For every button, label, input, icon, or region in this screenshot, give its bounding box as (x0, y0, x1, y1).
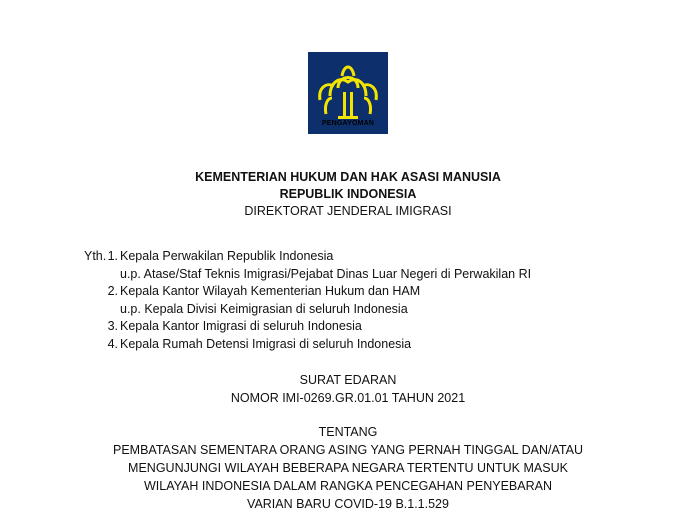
circular-title: SURAT EDARAN (299, 373, 397, 387)
addressee-sub: u.p. Kepala Divisi Keimigrasian di seluruh Indonesia (120, 301, 408, 316)
country-name: REPUBLIK INDONESIA (279, 187, 417, 201)
directorate-name: DIREKTORAT JENDERAL IMIGRASI (244, 204, 452, 218)
subject-line: PEMBATASAN SEMENTARA ORANG ASING YANG PERNAH TINGGAL DAN/ATAU (112, 443, 583, 457)
ministry-name: KEMENTERIAN HUKUM DAN HAK ASASI MANUSIA (195, 170, 501, 184)
subject-line: MENGUNJUNGI WILAYAH BEBERAPA NEGARA TERTENTU UNTUK MASUK (128, 461, 568, 475)
letterhead (0, 169, 696, 220)
addressee-number: 2. (107, 284, 118, 298)
addressee-number: 3. (107, 319, 118, 333)
addressee-list (84, 248, 644, 353)
addressee-sub: u.p. Atase/Staf Teknis Imigrasi/Pejabat Dinas Luar Negeri di Perwakilan RI (120, 266, 532, 281)
addressee-number: 1. (107, 249, 118, 263)
circular-heading (0, 372, 696, 407)
addressee-item: Kepala Kantor Imigrasi di seluruh Indonesia (120, 319, 362, 333)
addressee-item: Kepala Kantor Wilayah Kementerian Hukum dan HAM (120, 284, 421, 298)
addressee-item: Kepala Perwakilan Republik Indonesia (120, 249, 334, 263)
subject-label: TENTANG (318, 425, 378, 439)
circular-number: NOMOR IMI-0269.GR.01.01 TAHUN 2021 (230, 390, 466, 405)
subject-line: WILAYAH INDONESIA DALAM RANGKA PENCEGAHAN PENYEBARAN (144, 479, 552, 493)
addressee-item: Kepala Rumah Detensi Imigrasi di seluruh Indonesia (120, 336, 412, 351)
addressee-label: Yth. (84, 249, 107, 263)
addressee-number: 4. (107, 336, 118, 351)
logo-caption: PENGAYOMAN (321, 120, 375, 127)
subject-block (0, 423, 696, 513)
subject-line: VARIAN BARU COVID-19 B.1.1.529 (247, 497, 449, 511)
